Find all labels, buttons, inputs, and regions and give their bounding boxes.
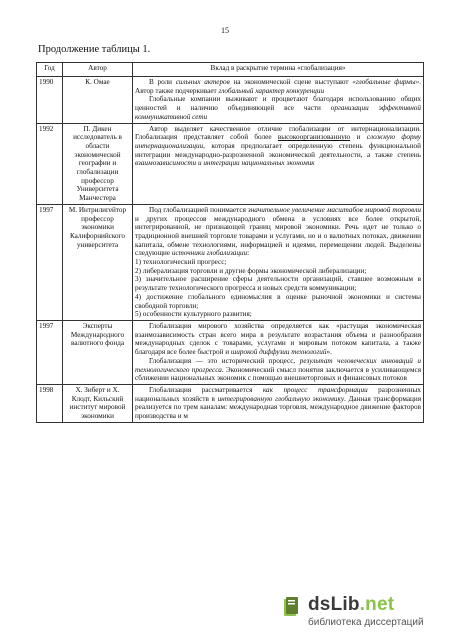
text-segment: 4) достижение глобального единомыслия в оценке рыночной экономики и системы свободной торговли;	[135, 292, 421, 310]
page-number: 15	[221, 26, 229, 35]
watermark-site-tld: .net	[359, 594, 395, 615]
cell-contribution	[133, 77, 424, 124]
cell-year: 1990	[37, 77, 63, 124]
italic-term: «глобальные фирмы»	[352, 78, 420, 86]
cell-year: 1997	[37, 204, 63, 320]
contribution-paragraph	[135, 267, 421, 276]
contribution-paragraph	[135, 293, 421, 310]
text-segment: 5) особенности культурного развития;	[135, 310, 252, 319]
italic-term: организации эффективной коммуникативной сети	[135, 104, 421, 121]
italic-term: сложную форму интернационализации	[135, 133, 421, 150]
italic-term: результат человеческих инноваций и технологического прогресса	[135, 356, 421, 374]
cell-year: 1992	[37, 123, 63, 204]
italic-term: источники глобализации	[171, 249, 248, 258]
cell-contribution	[133, 204, 424, 320]
header-contribution: Вклад в раскрытие термина «глобализация»	[133, 63, 424, 77]
cell-author: М. Интрилигейтор профессор экономики Калифорнийского университета	[63, 204, 133, 320]
cell-year: 1997	[37, 320, 63, 384]
cell-author: П. Дикен исследователь в области экономической географии и глобализации профессор Университета Манчестера	[63, 123, 133, 204]
contribution-paragraph	[135, 78, 421, 95]
italic-term: сильных актеров	[175, 78, 230, 86]
contribution-paragraph	[135, 386, 421, 421]
glossary-table	[36, 62, 424, 423]
italic-term: широкой диффузии технологий	[230, 348, 327, 357]
contribution-paragraph	[135, 275, 421, 292]
text-segment: 3) значительное расширение сферы деятельности организаций, ставшее возможным в результате технологического прогресса и новых средств коммуникации;	[135, 275, 421, 293]
italic-term: взаимозависимости и интеграции национальных экономик	[135, 159, 315, 168]
text-segment: 1) технологический прогресс;	[135, 258, 227, 267]
text-segment: Глобализация мирового хозяйства определяется как «растущая экономическая взаимозависимость стран всего мира в результате возрастания объема и разнообразия международных сделок с товарами, услугами и мировым потоком капитала, а также благодаря все более быстрой и	[135, 321, 421, 357]
cell-year: 1998	[37, 384, 63, 422]
table-row	[37, 204, 424, 320]
table-row	[37, 320, 424, 384]
text-segment: . Данная трансформация реализуется по трем каналам: международная торговля, международное движение факторов производства и м	[135, 394, 422, 421]
table-row	[37, 123, 424, 204]
contribution-paragraph	[135, 206, 421, 258]
italic-term: значительное увеличение масштабов мировой торговли	[247, 205, 421, 214]
text-segment: , которая предполагает определенную степень функциональной интеграции международно-разрозненной экономической деятельности, а также степень	[135, 141, 421, 159]
text-segment: . Экономический смысл понятия заключается в усиливающемся сближении национальных экономик с помощью внешнеторговых и финансовых потоков	[135, 365, 422, 383]
watermark-site-main: dsLib	[308, 594, 360, 615]
text-segment: :	[247, 249, 250, 258]
text-segment: разрозненных национальных хозяйств в	[135, 385, 421, 403]
text-segment: и	[350, 133, 367, 142]
underlined-term: высокоорганизованную	[277, 133, 351, 142]
cell-author: Эксперты Международного валютного фонда	[63, 320, 133, 384]
italic-term: интегрированную глобальную экономику	[217, 394, 345, 403]
contribution-paragraph	[135, 310, 421, 319]
table-row	[37, 384, 424, 422]
text-segment: Автор выделяет качественное отличие глобализации от интернационализации. Глобализация представляет собой более	[135, 124, 421, 142]
contribution-paragraph	[135, 258, 421, 267]
text-segment: Глобализация рассматривается	[149, 385, 263, 394]
watermark-title	[308, 594, 394, 616]
text-segment: Под глобализацией понимается	[149, 205, 248, 214]
cell-contribution	[133, 384, 424, 422]
cell-contribution	[133, 320, 424, 384]
text-segment: . Автор также подчеркивает	[135, 78, 421, 95]
watermark-subtitle: библиотека диссертаций	[308, 617, 424, 628]
book-logo-icon	[282, 596, 300, 618]
text-segment: ».	[326, 348, 332, 357]
text-segment: на экономической сцене выступают	[229, 78, 353, 86]
italic-term: как процесс трансформации	[262, 385, 368, 394]
contribution-paragraph	[135, 357, 421, 383]
contribution-paragraph	[135, 125, 421, 169]
text-segment: Глобальные компании выживают и процветают благодаря использованию общих ценностей и наличию объединяющей все части	[135, 95, 421, 113]
header-author: Автор	[63, 63, 133, 77]
italic-term: глобальный характер конкуренции	[218, 86, 325, 95]
text-segment: 2) либерализация торговли и другие формы экономической либерализации;	[135, 266, 367, 275]
table-row	[37, 77, 424, 124]
cell-contribution	[133, 123, 424, 204]
cell-author: К. Омае	[63, 77, 133, 124]
text-segment: Глобализация — это исторический процесс,	[149, 356, 300, 365]
table-caption: Продолжение таблицы 1.	[38, 44, 151, 55]
contribution-paragraph	[135, 322, 421, 357]
cell-author: Х. Зиберт и Х. Клодт, Кильский институт мировой экономики	[63, 384, 133, 422]
contribution-paragraph	[135, 95, 421, 121]
text-segment: В роли	[149, 78, 176, 86]
text-segment: и других процессов международного обмена в условиях все более открытой, интегрированной, не признающей границ мировой экономики. Речь идет не только о традиционной внешней торговле товарами и услугами, но и о валютных потоках, движении капитала, обмене технологиями, информацией и идеями, перемещении людей. Выделены следующие	[135, 214, 421, 258]
site-watermark	[278, 592, 450, 637]
header-year: Год	[37, 63, 63, 77]
table-header-row	[37, 63, 424, 77]
